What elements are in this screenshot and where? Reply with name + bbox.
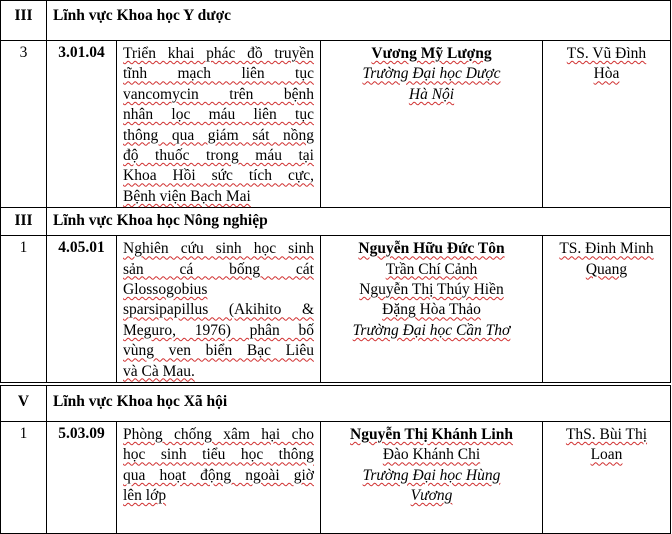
organization-line: Trường Đại học Cần Thơ [352, 321, 511, 339]
section-title: Lĩnh vực Khoa học Xã hội [47, 386, 671, 422]
row-number: 1 [1, 236, 47, 383]
project-authors [321, 422, 543, 534]
topic-line: Triển khai phác đồ truyền [123, 45, 314, 62]
topic-line: Phòng chống xâm hại cho [123, 426, 314, 443]
project-authors [321, 41, 543, 208]
section-title: Lĩnh vực Khoa học Nông nghiệp [47, 208, 671, 236]
section-table-social-sciences [0, 385, 671, 534]
topic-line: Nghiên cứu sinh học sinh [123, 240, 314, 258]
supervisor [543, 236, 671, 383]
topic-line: độ thuốc trong máu tại [123, 147, 314, 165]
lead-author: Vương Mỹ Lượng [371, 45, 492, 62]
topic-line: Bệnh viện Bạch Mai [123, 187, 251, 205]
supervisor-line: Loan [590, 446, 623, 464]
project-topic [117, 236, 321, 383]
supervisor [543, 41, 671, 208]
row-number: 1 [1, 422, 47, 534]
section-roman-numeral: III [1, 1, 47, 41]
supervisor-line: TS. Vũ Đình [566, 45, 647, 62]
table-row [1, 236, 671, 383]
section-header-row [1, 208, 671, 236]
member: Nguyễn Thị Thúy Hiền [359, 281, 504, 299]
supervisor-line: TS. Đinh Minh [559, 240, 654, 258]
supervisor-line: Quang [585, 260, 628, 278]
topic-line: sparsipapillus (Akihito & [123, 301, 314, 319]
project-code: 3.01.04 [47, 41, 117, 208]
topic-line: Khoa Hồi sức tích cực, [123, 167, 314, 185]
organization-line: Trường Đại học Dược [362, 65, 501, 83]
section-roman-numeral: III [1, 208, 47, 236]
topic-line: vancomycin trên bệnh [123, 85, 314, 103]
topic-line: lên lớp [123, 487, 167, 505]
section-header-row [1, 386, 671, 422]
project-topic [117, 41, 321, 208]
project-code: 4.05.01 [47, 236, 117, 383]
project-authors [321, 236, 543, 383]
project-topic [117, 422, 321, 534]
topic-line: học sinh tiểu học thông [123, 446, 314, 464]
organization-line: Hà Nội [408, 85, 455, 103]
topic-line: thông qua giám sát nồng [123, 126, 314, 144]
topic-line: và Cà Mau. [123, 362, 195, 380]
topic-line: Glossogobius [123, 281, 208, 299]
lead-author: Nguyễn Hữu Đức Tôn [358, 240, 505, 258]
table-row [1, 422, 671, 534]
organization-line: Vương [410, 487, 453, 505]
topic-line: sản cá bống cát [123, 260, 314, 278]
section-title: Lĩnh vực Khoa học Y dược [47, 1, 671, 41]
table-row [1, 41, 671, 208]
topic-line: Meguro, 1976) phân bố [123, 321, 314, 339]
member: Đặng Hòa Thảo [382, 301, 481, 319]
topic-line: nhân lọc máu liên tục [123, 106, 314, 124]
lead-author: Nguyễn Thị Khánh Linh [350, 426, 513, 443]
topic-line: vùng ven biển Bạc Liêu [123, 342, 314, 360]
member: Đào Khánh Chi [382, 446, 481, 464]
member: Trần Chí Cảnh [385, 260, 478, 278]
topic-line: qua hoạt động ngoài giờ [123, 466, 314, 484]
topic-line: tĩnh mạch liên tục [123, 65, 314, 83]
supervisor [543, 422, 671, 534]
section-header-row [1, 1, 671, 41]
row-number: 3 [1, 41, 47, 208]
organization-line: Trường Đại học Hùng [362, 466, 501, 484]
supervisor-line: ThS. Bùi Thị [565, 426, 648, 443]
supervisor-line: Hòa [593, 65, 620, 83]
project-code: 5.03.09 [47, 422, 117, 534]
section-roman-numeral: V [1, 386, 47, 422]
